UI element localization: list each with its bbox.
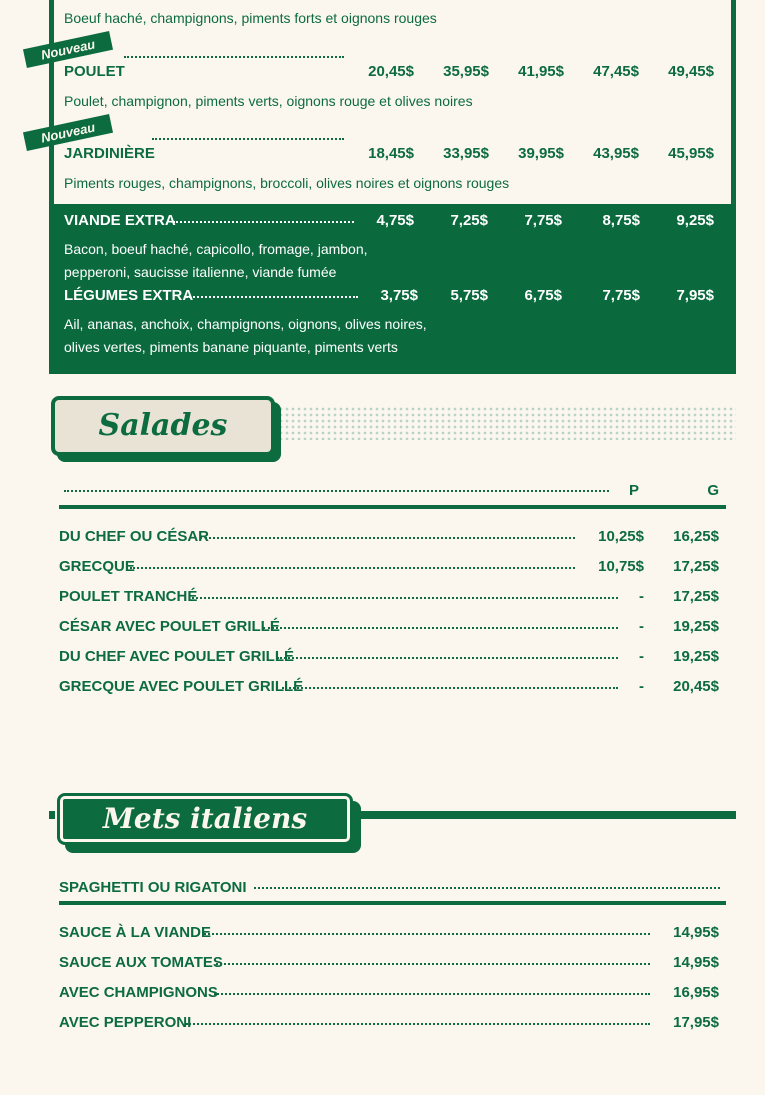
price: 7,75$	[524, 212, 562, 229]
price: 43,95$	[593, 145, 639, 162]
dotted-leader	[204, 933, 650, 935]
extra-name: VIANDE EXTRA	[64, 212, 176, 229]
section-pattern	[278, 406, 736, 440]
price: 16,95$	[673, 984, 719, 1001]
pizza-desc: Piments rouges, champignons, broccoli, olives noires et oignons rouges	[64, 175, 510, 191]
pizza-desc: Poulet, champignon, piments verts, oignons rouge et olives noires	[64, 93, 473, 109]
dotted-leader	[130, 567, 575, 569]
pizza-name: POULET	[64, 63, 125, 80]
dotted-leader	[192, 597, 618, 599]
salad-name: DU CHEF AVEC POULET GRILLÉ	[59, 648, 295, 665]
divider	[59, 901, 726, 905]
price: 39,95$	[518, 145, 564, 162]
price-g: 20,45$	[673, 678, 719, 695]
col-header-p: P	[628, 482, 639, 499]
price: 3,75$	[380, 287, 418, 304]
salades-title: Salades	[51, 396, 275, 456]
price: 18,45$	[368, 145, 414, 162]
pizza-name: JARDINIÈRE	[64, 145, 155, 162]
dotted-leader	[186, 1023, 650, 1025]
price-p: -	[639, 678, 644, 695]
extra-desc-line: Ail, ananas, anchoix, champignons, oignons, olives noires,	[64, 316, 427, 332]
price: 45,95$	[668, 145, 714, 162]
extra-desc-line: pepperoni, saucisse italienne, viande fumée	[64, 264, 337, 280]
price: 14,95$	[673, 924, 719, 941]
salad-name: DU CHEF OU CÉSAR	[59, 528, 210, 545]
dotted-leader	[254, 887, 720, 889]
dotted-leader	[173, 221, 354, 223]
dotted-leader	[200, 537, 575, 539]
new-badge: Nouveau	[23, 114, 113, 151]
col-header-g: G	[707, 482, 719, 499]
price: 5,75$	[450, 287, 488, 304]
price: 14,95$	[673, 954, 719, 971]
price-g: 17,25$	[673, 588, 719, 605]
dotted-leader	[282, 687, 618, 689]
italien-name: SAUCE AUX TOMATES	[59, 954, 223, 971]
salad-name: CÉSAR AVEC POULET GRILLÉ	[59, 618, 280, 635]
dotted-leader	[124, 56, 344, 58]
price-g: 19,25$	[673, 618, 719, 635]
italiens-title: Mets italiens	[57, 793, 353, 845]
price-p: 10,25$	[598, 528, 644, 545]
section-bar-right	[360, 811, 736, 819]
price: 6,75$	[524, 287, 562, 304]
new-badge: Nouveau	[23, 31, 113, 68]
dotted-leader	[277, 657, 618, 659]
price-g: 16,25$	[673, 528, 719, 545]
price-p: -	[639, 648, 644, 665]
italien-name: AVEC PEPPERONI	[59, 1014, 192, 1031]
price: 47,45$	[593, 63, 639, 80]
price-p: -	[639, 588, 644, 605]
price: 7,25$	[450, 212, 488, 229]
price: 35,95$	[443, 63, 489, 80]
price: 9,25$	[676, 212, 714, 229]
price: 33,95$	[443, 145, 489, 162]
price-g: 19,25$	[673, 648, 719, 665]
price: 20,45$	[368, 63, 414, 80]
dotted-leader	[186, 296, 358, 298]
dotted-leader	[64, 490, 609, 492]
price: 41,95$	[518, 63, 564, 80]
section-bar-left	[49, 811, 55, 819]
pizza-top-desc: Boeuf haché, champignons, piments forts et oignons rouges	[64, 10, 437, 26]
price: 17,95$	[673, 1014, 719, 1031]
extra-desc-line: olives vertes, piments banane piquante, piments verts	[64, 339, 398, 355]
salad-name: POULET TRANCHÉ	[59, 588, 198, 605]
extra-desc-line: Bacon, boeuf haché, capicollo, fromage, jambon,	[64, 241, 368, 257]
price: 8,75$	[602, 212, 640, 229]
price-p: -	[639, 618, 644, 635]
price-p: 10,75$	[598, 558, 644, 575]
salad-name: GRECQUE AVEC POULET GRILLÉ	[59, 678, 304, 695]
price: 49,45$	[668, 63, 714, 80]
dotted-leader	[216, 963, 650, 965]
dotted-leader	[263, 627, 618, 629]
price: 4,75$	[376, 212, 414, 229]
price-g: 17,25$	[673, 558, 719, 575]
extra-name: LÉGUMES EXTRA	[64, 287, 194, 304]
italien-name: SAUCE À LA VIANDE	[59, 924, 211, 941]
divider	[59, 505, 726, 509]
price: 7,75$	[602, 287, 640, 304]
price: 7,95$	[676, 287, 714, 304]
italiens-subtitle: SPAGHETTI OU RIGATONI	[59, 879, 247, 896]
italien-name: AVEC CHAMPIGNONS	[59, 984, 218, 1001]
salad-name: GRECQUE	[59, 558, 135, 575]
dotted-leader	[214, 993, 650, 995]
dotted-leader	[152, 138, 344, 140]
